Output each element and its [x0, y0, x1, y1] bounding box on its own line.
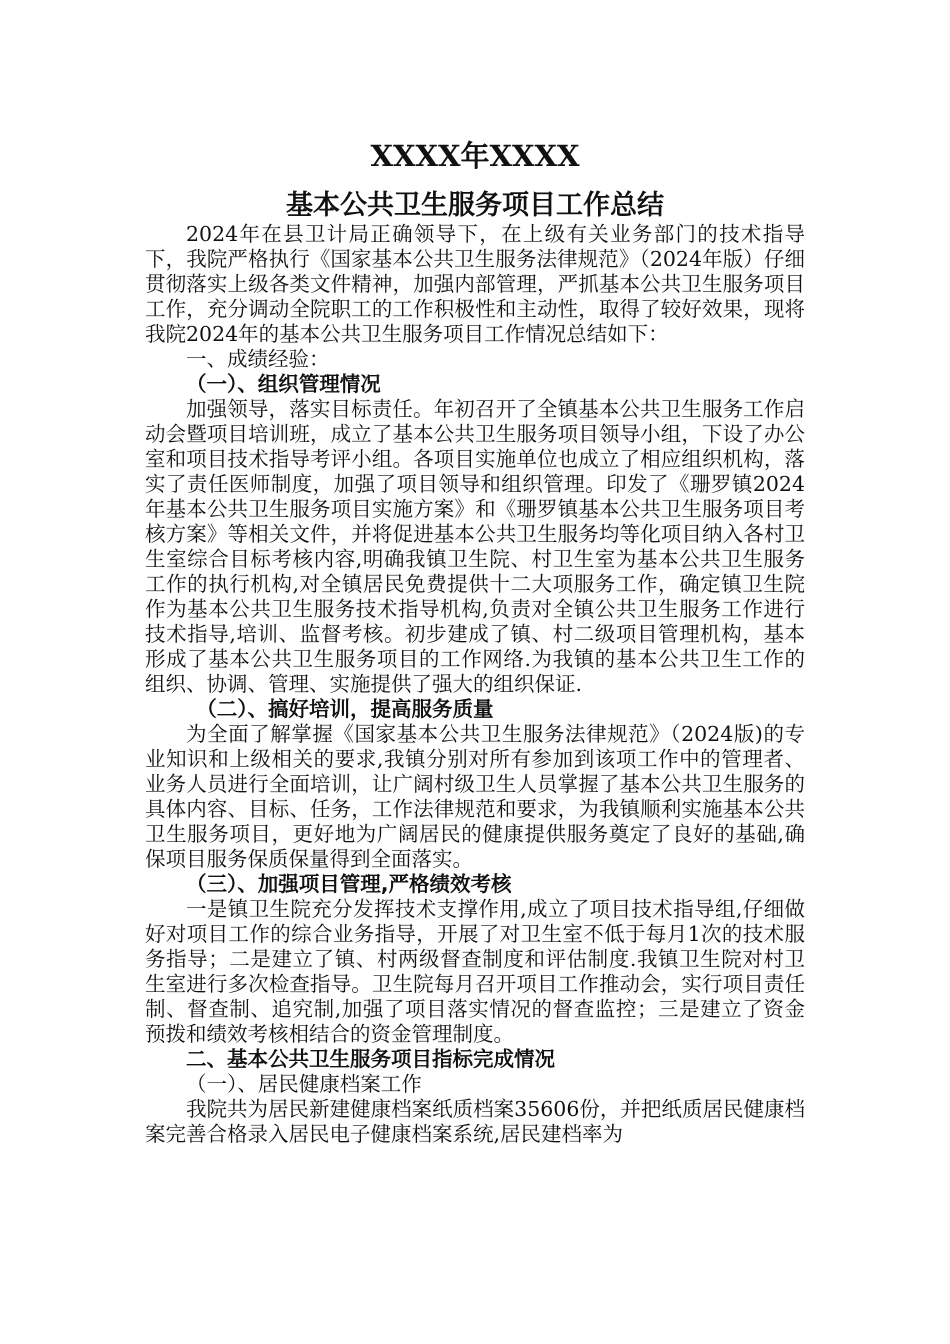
section2-heading: 二、基本公共卫生服务项目指标完成情况 [186, 1047, 555, 1071]
subsection-1-2-body: 为全面了解掌握《国家基本公共卫生服务法律规范》（2024版)的专业知识和上级相关的要求,我镇分别对所有参加到该项工作中的管理者、业务人员进行全面培训，让广阔村级卫生人员掌握了基本公共卫生服务的具体内容、目标、任务，工作法律规范和要求，为我镇顺利实施基本公共卫生服务项目，更好地为广阔居民的健康提供服务奠定了良好的基础,确保项目服务保质保量得到全面落实。 [145, 722, 805, 871]
subsection-1-2-heading: （二）、搞好培训，提高服务质量 [196, 697, 494, 721]
document-title-line2: 基本公共卫生服务项目工作总结 [286, 190, 664, 221]
subsection-2-1-body: 我院共为居民新建健康档案纸质档案35606份，并把纸质居民健康档案完善合格录入居民电子健康档案系统,居民建档率为 [145, 1097, 805, 1146]
intro-paragraph: 2024年在县卫计局正确领导下，在上级有关业务部门的技术指导下，我院严格执行《国家基本公共卫生服务法律规范》（2024年版）仔细贯彻落实上级各类文件精神，加强内部管理，严抓基本公共卫生服务项目工作，充分调动全院职工的工作积极性和主动性，取得了较好效果，现将我院2024年的基本公共卫生服务项目工作情况总结如下： [145, 222, 805, 346]
subsection-1-1-body: 加强领导，落实目标责任。年初召开了全镇基本公共卫生服务工作启动会暨项目培训班，成立了基本公共卫生服务项目领导小组，下设了办公室和项目技术指导考评小组。各项目实施单位也成立了相应组织机构，落实了责任医师制度，加强了项目领导和组织管理。印发了《珊罗镇2024年基本公共卫生服务项目实施方案》和《珊罗镇基本公共卫生服务项目考核方案》等相关文件，并将促进基本公共卫生服务均等化项目纳入各村卫生室综合目标考核内容,明确我镇卫生院、村卫生室为基本公共卫生服务工作的执行机构,对全镇居民免费提供十二大项服务工作，确定镇卫生院作为基本公共卫生服务技术指导机构,负责对全镇公共卫生服务工作进行技术指导,培训、监督考核。初步建成了镇、村二级项目管理机构，基本形成了基本公共卫生服务项目的工作网络.为我镇的基本公共卫生工作的组织、协调、管理、实施提供了强大的组织保证. [145, 397, 805, 696]
document-body [145, 222, 805, 1147]
subsection-1-1-heading: （一）、组织管理情况 [186, 372, 381, 396]
document-title-line1: XXXX年XXXX [370, 139, 580, 173]
subsection-2-1-heading: （一）、居民健康档案工作 [186, 1072, 422, 1096]
section1-heading: 一、成绩经验： [186, 347, 330, 371]
subsection-1-3-body: 一是镇卫生院充分发挥技术支撑作用,成立了项目技术指导组,仔细做好对项目工作的综合业务指导，开展了对卫生室不低于每月1次的技术服务指导；二是建立了镇、村两级督查制度和评估制度.我镇卫生院对村卫生室进行多次检查指导。卫生院每月召开项目工作推动会，实行项目责任制、督查制、追究制,加强了项目落实情况的督查监控；三是建立了资金预拨和绩效考核相结合的资金管理制度。 [145, 897, 805, 1046]
subsection-1-3-heading: （三）、加强项目管理,严格绩效考核 [186, 872, 512, 896]
